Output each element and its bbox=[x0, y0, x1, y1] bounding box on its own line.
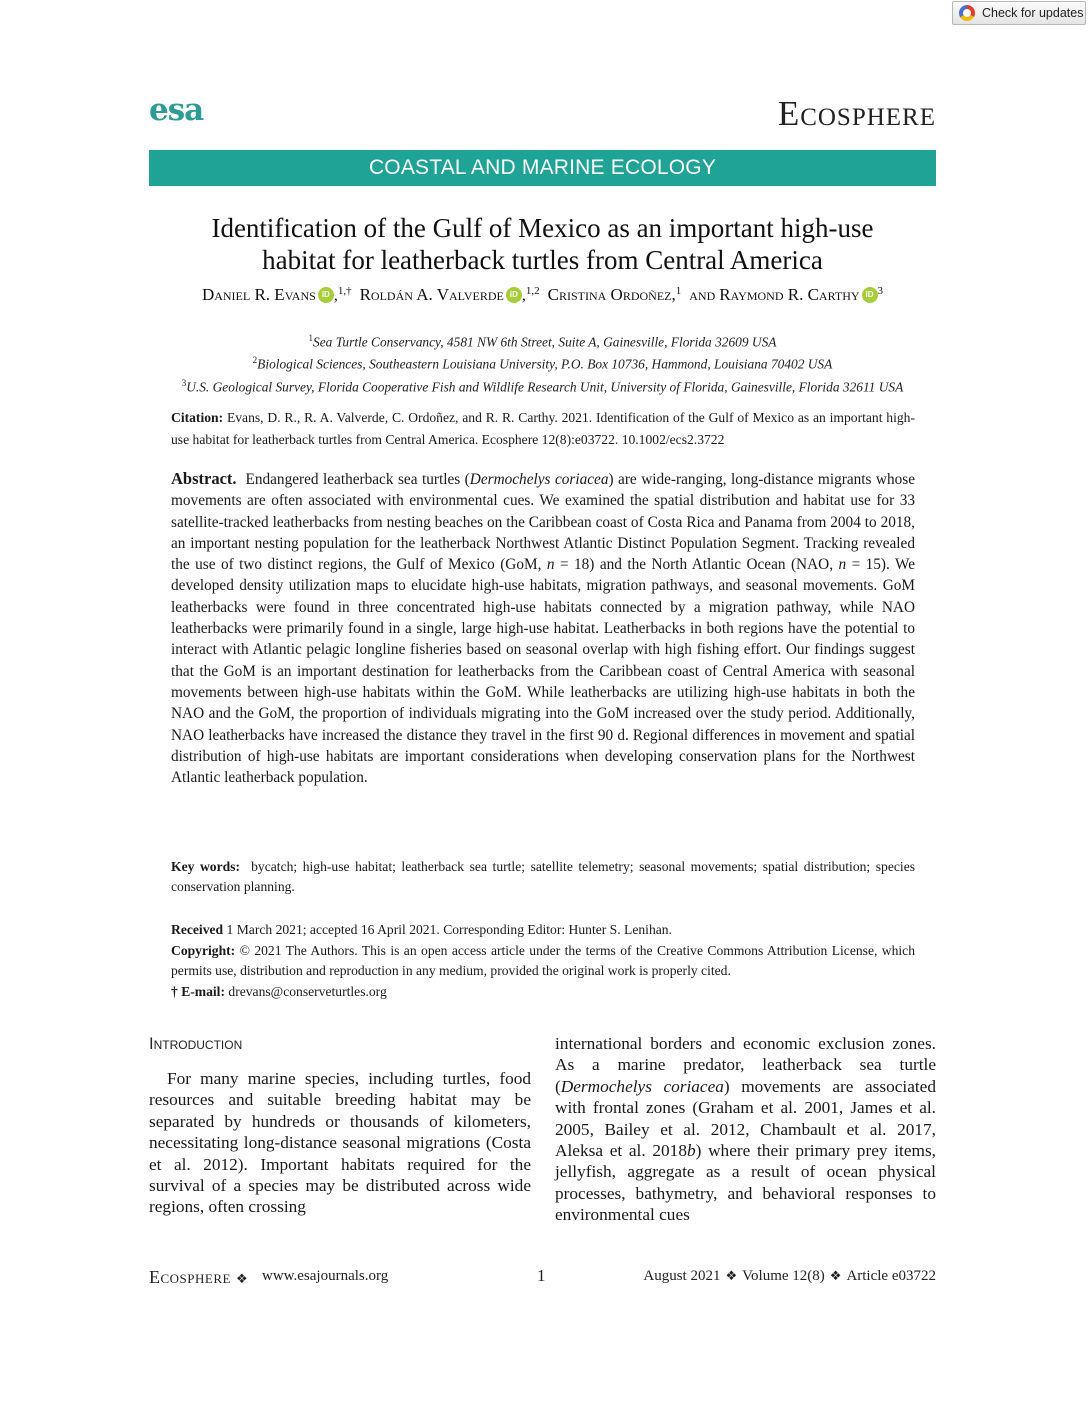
copyright-notice: Copyright: © 2021 The Authors. This is an open access article under the terms of the Creative Commons Attribution License, which permits use, distribution and reproduction in any medium, provided the original work is properly cited. bbox=[171, 942, 915, 978]
crossmark-icon bbox=[959, 5, 975, 21]
keywords-label: Key words: bbox=[171, 859, 240, 874]
affiliation-2: $^2$Biological Sciences, Southeastern Louisiana University, P.O. Box 10736, Hammond, Louisiana 70402 USA bbox=[252, 355, 833, 372]
citation-text[interactable]: Evans, D. R., R. A. Valverde, C. Ordoñez, and R. R. Carthy. 2021. Identification of the Gulf of Mexico as an important high-use habitat for leatherback turtles from Central America. Ecosphere 12(8):e03722. 10.1002/ecs2.3722 bbox=[171, 410, 915, 447]
footer-issue-info: August 2021 ❖ Volume 12(8) ❖ Article e03722 bbox=[643, 1268, 936, 1284]
body-column-right bbox=[555, 1033, 936, 1226]
introduction-paragraph: For many marine species, including turtles, food resources and suitable breeding habitat may be separated by hundreds or thousands of kilometers, necessitating long-distance seasonal migrations (Costa et al. 2012). Important habitats required for the survival of a species may be distributed across wide regions, often crossing bbox=[149, 1069, 531, 1217]
corresponding-email: † E-mail: drevans@conserveturtles.org bbox=[171, 983, 387, 999]
author-affiliation-marks: 1,2 bbox=[525, 285, 540, 297]
keywords bbox=[171, 857, 915, 897]
author-name: Roldán A. Valverde bbox=[359, 285, 504, 304]
species-name: Dermochelys coriacea bbox=[469, 471, 609, 488]
article-title-line-2: habitat for leatherback turtles from Central America bbox=[262, 245, 823, 275]
section-band: COASTAL AND MARINE ECOLOGY bbox=[149, 150, 936, 186]
author-name: Raymond R. Carthy bbox=[719, 285, 860, 304]
email-link[interactable]: drevans@conserveturtles.org bbox=[228, 983, 387, 999]
abstract-label: Abstract. bbox=[171, 469, 237, 488]
article-title bbox=[149, 212, 936, 276]
author-4 bbox=[685, 287, 883, 304]
check-for-updates-label: Check for updates bbox=[982, 6, 1084, 20]
footer-journal: Ecosphere ❖ bbox=[149, 1267, 249, 1287]
author-1: Daniel R. Evans iD ,$^{1,\dagger}$ bbox=[201, 285, 352, 304]
author-conjunction: and bbox=[689, 285, 716, 304]
diamond-separator-icon: ❖ bbox=[829, 1269, 842, 1284]
orcid-icon[interactable]: iD bbox=[862, 287, 878, 303]
orcid-icon[interactable]: iD bbox=[506, 287, 522, 303]
diamond-separator-icon: ❖ bbox=[725, 1269, 738, 1284]
affiliation-3: $^3$U.S. Geological Survey, Florida Cooperative Fish and Wildlife Research Unit, University of Florida, Gainesville, Florida 32611 USA bbox=[181, 377, 904, 395]
received-dates: Received 1 March 2021; accepted 16 April 2021. Corresponding Editor: Hunter S. Lenihan. bbox=[171, 922, 672, 937]
citation-label: Citation: bbox=[171, 410, 224, 425]
affiliation-1: $^1$Sea Turtle Conservancy, 4581 NW 6th Street, Suite A, Gainesville, Florida 32609 USA bbox=[308, 333, 777, 350]
page-number: 1 bbox=[537, 1266, 546, 1285]
esa-logo: esa bbox=[149, 92, 204, 128]
author-affiliation-marks: 3 bbox=[877, 285, 884, 297]
citation bbox=[171, 407, 915, 450]
author-2: Roldán A. Valverde iD ,$^{1,2}$ bbox=[359, 285, 540, 304]
diamond-separator-icon: ❖ bbox=[235, 1272, 249, 1287]
author-name: Cristina Ordoñez, bbox=[547, 285, 676, 304]
journal-title: Ecosphere bbox=[777, 94, 936, 133]
article-title-line-1: Identification of the Gulf of Mexico as an important high-use bbox=[211, 213, 874, 243]
author-3 bbox=[544, 287, 682, 304]
orcid-icon[interactable]: iD bbox=[318, 287, 334, 303]
abstract: Abstract. Endangered leatherback sea turtles (Dermochelys coriacea) are wide-ranging, long-distance migrants whose movements are often associated with environmental cues. We examined the spatial distribution and habitat use for 33 satellite-tracked leatherbacks from nesting beaches on the Caribbean coast of Costa Rica and Panama from 2004 to 2018, an important nesting population for the leatherback Northwest Atlantic Distinct Population Segment. Tracking revealed the use of two distinct regions, the Gulf of Mexico (GoM, n = 18) and the North Atlantic Ocean (NAO, n = 15). We developed density utilization maps to elucidate high-use habitats, migration pathways, and seasonal movements. GoM leatherbacks were found in three concentrated high-use habitats connected by a migration pathway, while NAO leatherbacks were primarily found in a single, large high-use habitat. Leatherbacks in both regions have the potential to interact with Atlantic pelagic longline fisheries based on seasonal overlap with high fishing effort. Our findings suggest that the GoM is an important destination for leatherbacks from the Caribbean coast of Central America with seasonal movements between high-use habitats within the GoM. While leatherbacks are utilizing high-use habitats in both the NAO and the GoM, the proportion of individuals migrating into the GoM increased over the study period. Additionally, NAO leatherbacks have increased the distance they travel in the first 90 d. Regional differences in movement and spatial distribution of high-use habitats are important considerations when developing conservation plans for the Northwest Atlantic leatherback population. bbox=[171, 469, 916, 787]
affiliations bbox=[149, 329, 936, 396]
footer-website[interactable]: www.esajournals.org bbox=[262, 1268, 389, 1284]
authors-line bbox=[149, 285, 936, 305]
author-name: Daniel R. Evans bbox=[201, 285, 316, 304]
keywords-text: bycatch; high-use habitat; leatherback sea turtle; satellite telemetry; seasonal movements; spatial distribution; species conservation planning. bbox=[171, 859, 916, 894]
introduction-paragraph-continued: international borders and economic exclusion zones. As a marine predator, leatherback sea turtle (Dermochelys coriacea) movements are associated with frontal zones (Graham et al. 2001, James et al. 2005, Bailey et al. 2012, Chambault et al. 2017, Aleksa et al. 2018b) where their primary prey items, jellyfish, aggregate as a result of ocean physical processes, bathymetry, and behavioral responses to environmental cues bbox=[555, 1034, 936, 1225]
article-metadata bbox=[171, 920, 915, 1002]
author-affiliation-marks: 1 bbox=[675, 285, 682, 297]
author-affiliation-marks: 1,† bbox=[337, 285, 352, 297]
introduction-heading: Introduction bbox=[149, 1035, 243, 1053]
check-for-updates-button[interactable] bbox=[952, 1, 1086, 25]
body-column-left bbox=[149, 1033, 531, 1218]
